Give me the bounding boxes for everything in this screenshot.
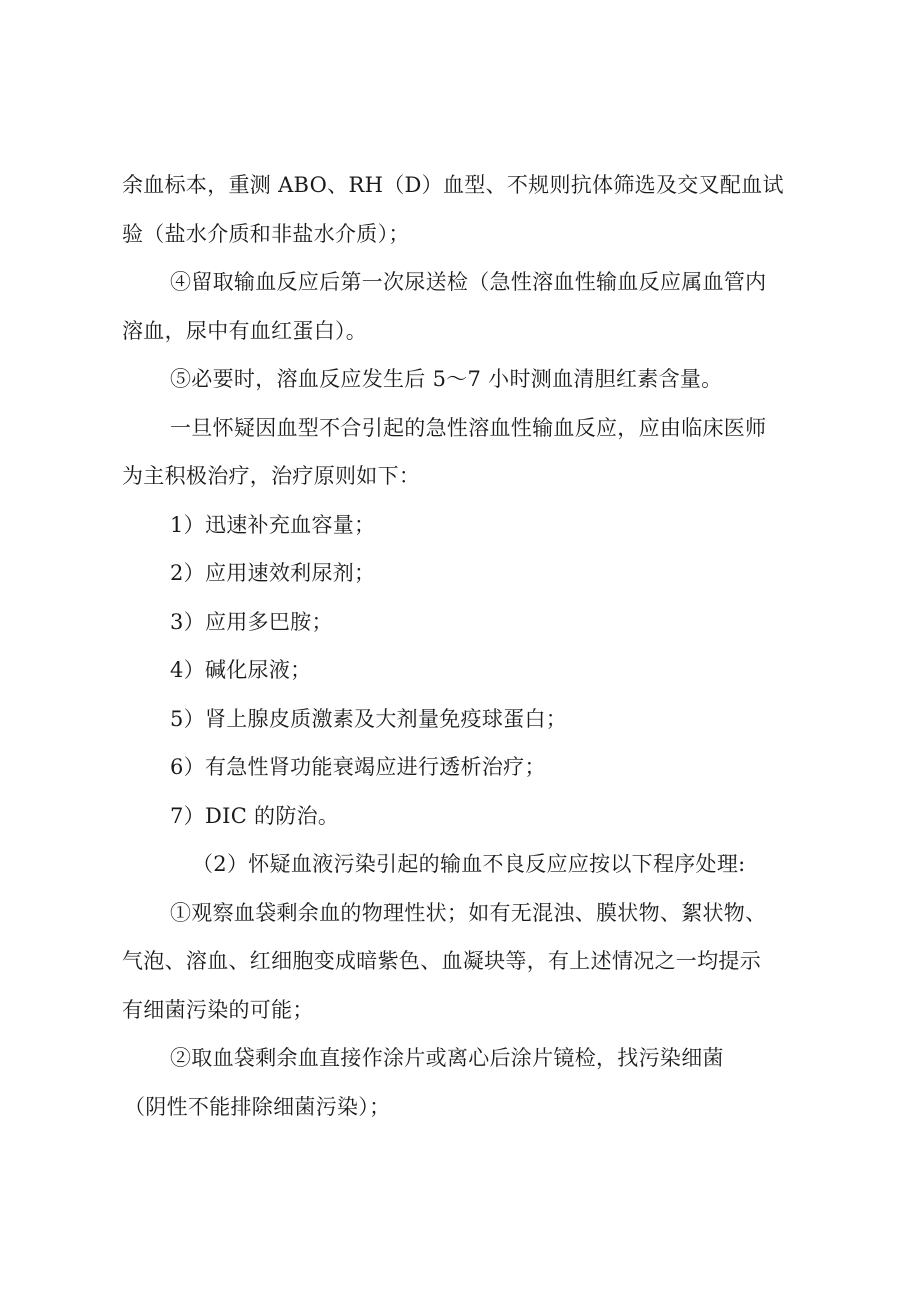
paragraph-line: ⑤必要时，溶血反应发生后 5～7 小时测血清胆红素含量。: [170, 367, 723, 391]
list-item: 7）DIC 的防治。: [170, 803, 340, 828]
list-item: 1）迅速补充血容量；: [170, 512, 376, 537]
list-item: 2）应用速效利尿剂；: [170, 561, 376, 585]
list-item: 6）有急性肾功能衰竭应进行透析治疗；: [170, 755, 546, 779]
paragraph-line: 为主积极治疗，治疗原则如下：: [122, 464, 421, 488]
paragraph-line: 余血标本，重测 ABO、RH（D）血型、不规则抗体筛选及交叉配血试: [122, 173, 784, 197]
paragraph-line: （阴性不能排除细菌污染）；: [124, 1094, 391, 1119]
list-item: 3）应用多巴胺；: [170, 609, 333, 634]
paragraph-line: 有细菌污染的可能；: [122, 997, 314, 1022]
paragraph-line: 气泡、溶血、红细胞变成暗紫色、血凝块等，有上述情况之一均提示: [122, 949, 761, 973]
document-body: [122, 161, 812, 1131]
paragraph-line: 验（盐水介质和非盐水介质）；: [122, 221, 410, 246]
paragraph-line: ①观察血袋剩余血的物理性状；如有无混浊、膜状物、絮状物、: [170, 900, 767, 925]
paragraph-line: 一旦怀疑因血型不合引起的急性溶血性输血反应，应由临床医师: [170, 415, 767, 440]
paragraph-line: 溶血，尿中有血红蛋白）。: [122, 318, 368, 343]
list-item: 4）碱化尿液；: [170, 658, 312, 682]
paragraph-line: ④留取输血反应后第一次尿送检（急性溶血性输血反应属血管内: [170, 270, 767, 294]
list-item: 5）肾上腺皮质激素及大剂量免疫球蛋白；: [170, 706, 568, 731]
paragraph-line: ②取血袋剩余血直接作涂片或离心后涂片镜检，找污染细菌: [170, 1046, 724, 1070]
section-heading: （2）怀疑血液污染引起的输血不良反应应按以下程序处理:: [192, 852, 746, 876]
